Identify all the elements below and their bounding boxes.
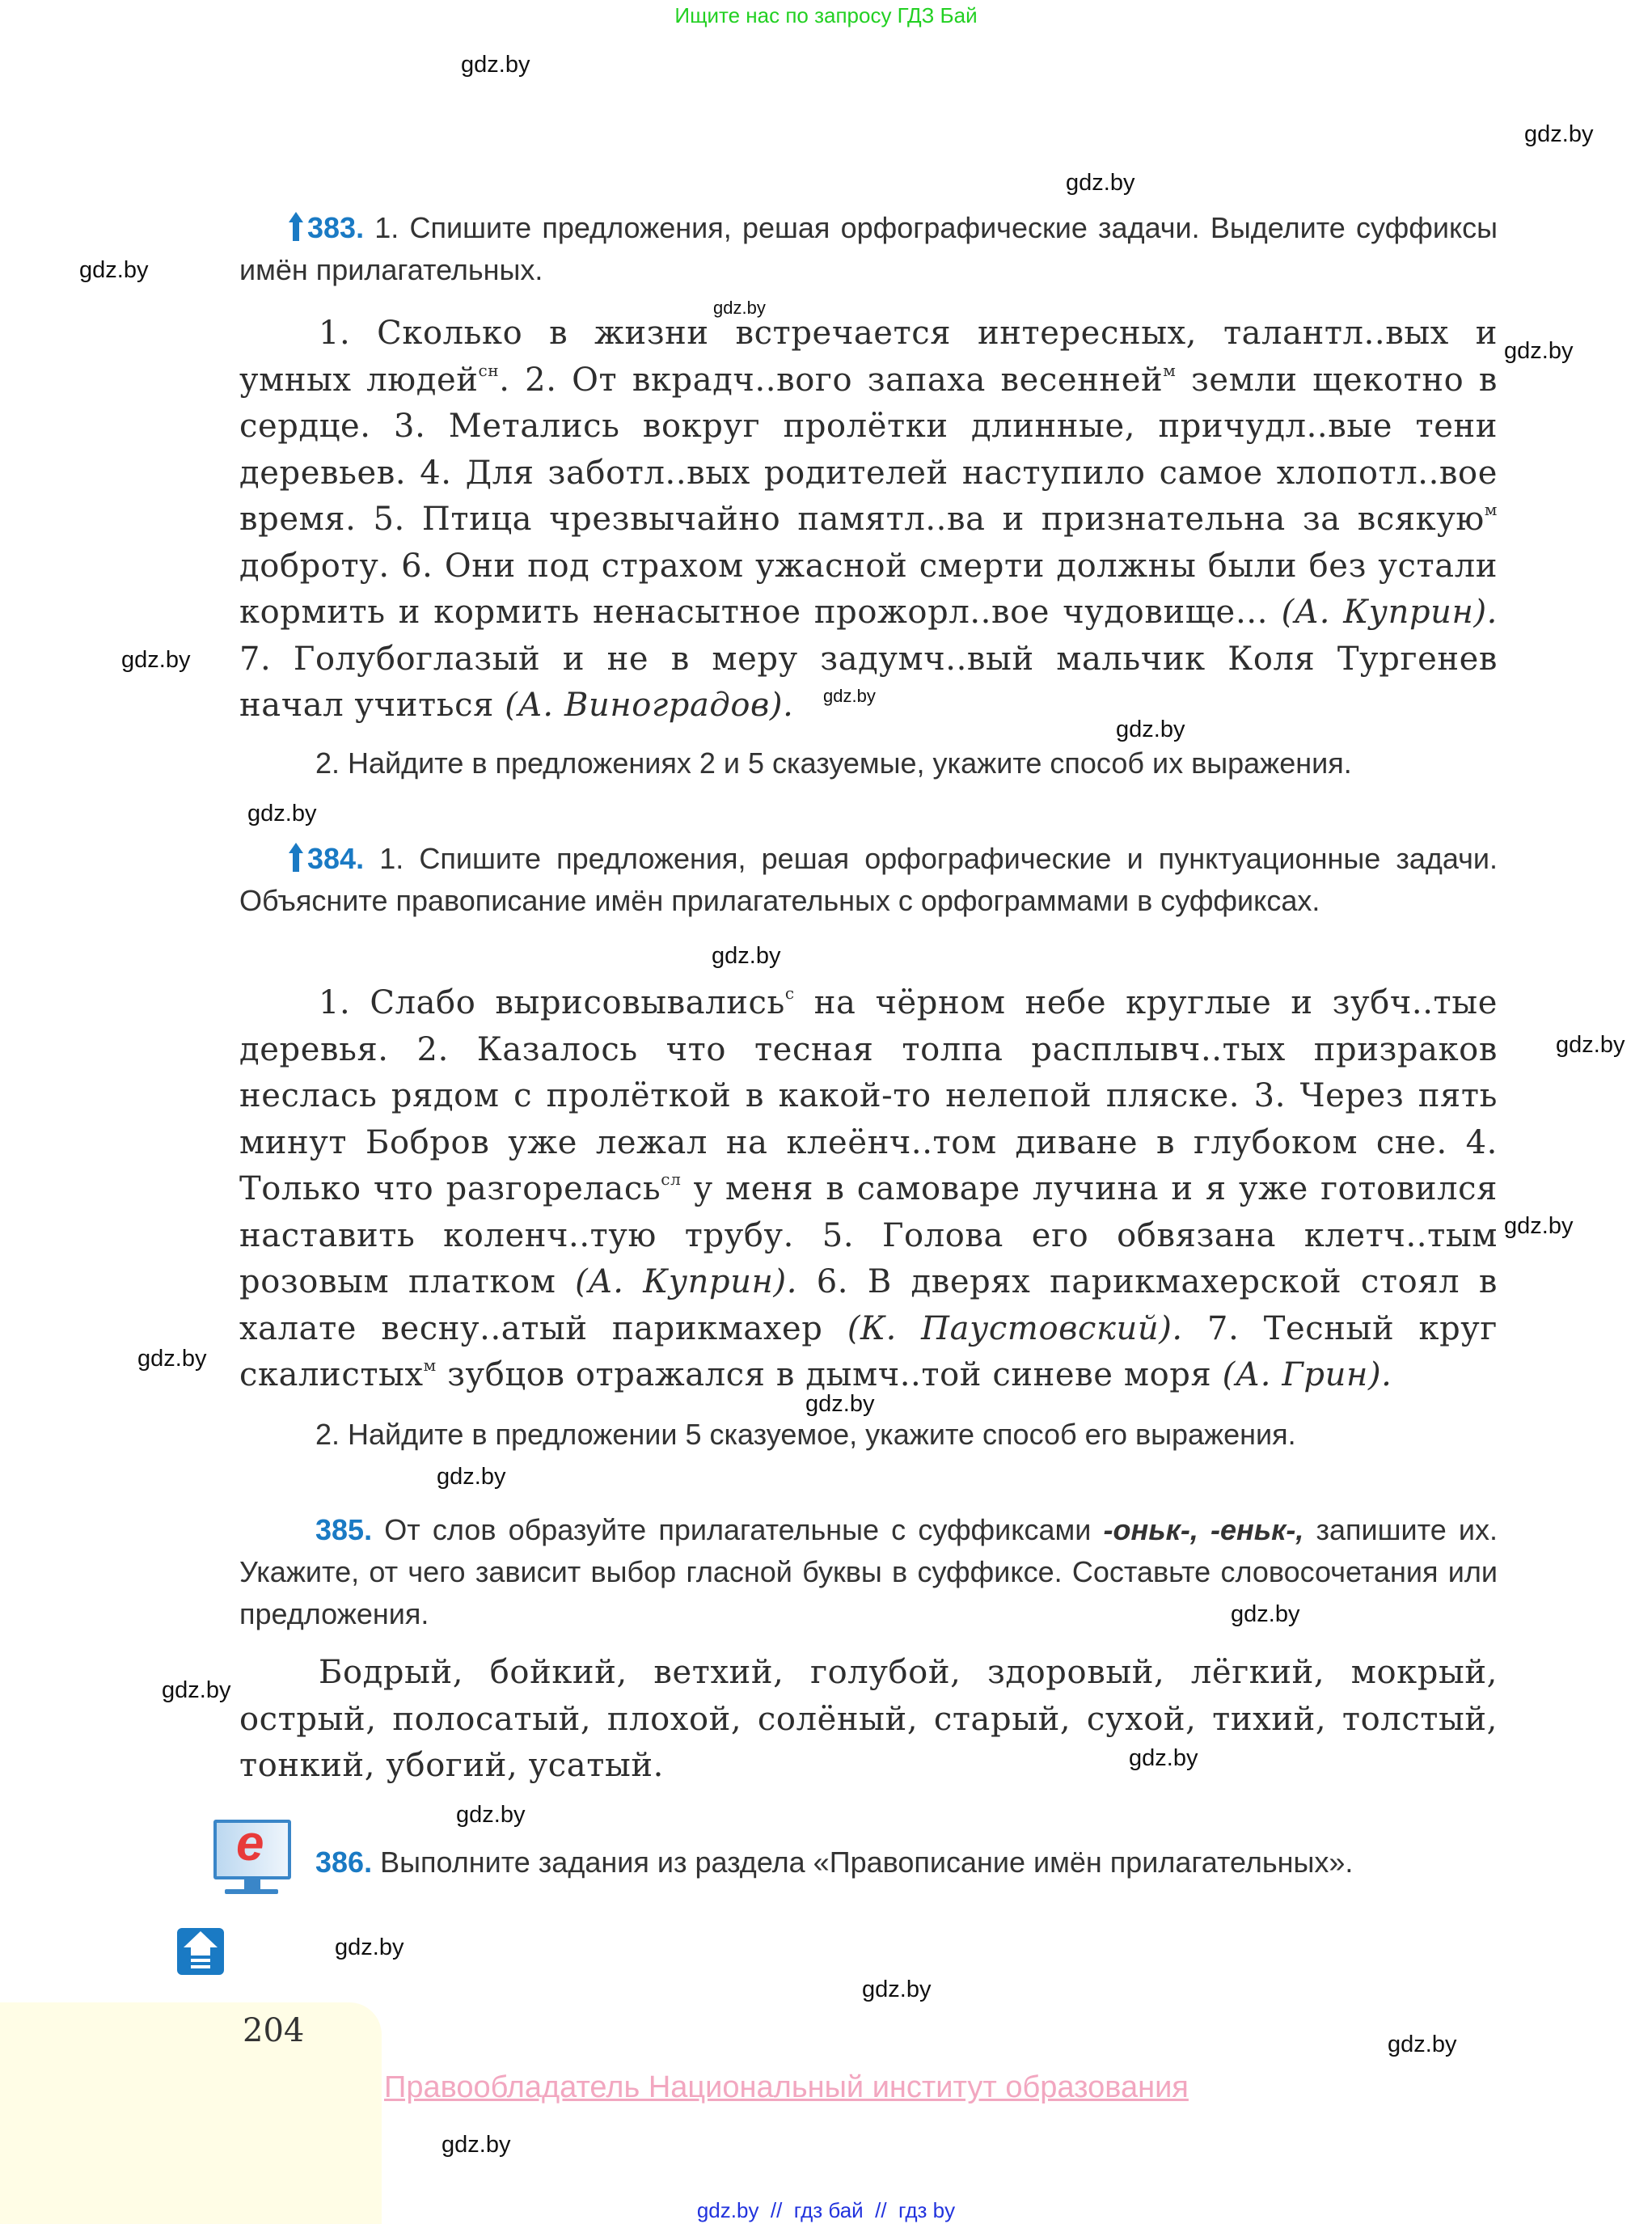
watermark: gdz.by	[1556, 1032, 1625, 1058]
top-banner: Ищите нас по запросу ГДЗ Бай	[674, 3, 978, 27]
watermark: gdz.by	[1524, 121, 1594, 147]
task-383-instruction: 383. 1. Спишите предложения, решая орфографические задачи. Выделите суффиксы имён прилагательных.	[239, 211, 1498, 286]
up-arrow-icon	[286, 212, 304, 241]
author: (А. Куприн).	[1281, 594, 1498, 631]
task-384-text: 1. Слабо вырисовывались$^с$ на чёрном небе круглые и зубч..тые деревья. 2. Казалось что тесная толпа расплывч..тых призраков неслась рядом с пролёткой в какой-то нелепой пляске. 3. Через пять минут Бобров уже лежал на клеёнч..том диване в глубоком сне. 4. Только что разгорелась$^{сл}$ у меня в самоваре лучина и я уже готовился наставить коленч..тую трубу. 5. Голова его обвязана клетч..тым розовым платком (А. Куприн). 6. В дверях парикмахерской стоял в халате весну..атый парикмахер (К. Паустовский). 7. Тесный круг скалистых$^м$ зубцов отражался в дымч..той синеве моря (А. Грин).	[239, 983, 1498, 1393]
task-385-words: Бодрый, бойкий, ветхий, голубой, здоровый, лёгкий, мокрый, острый, полосатый, плохой, солёный, старый, сухой, тихий, толстый, тонкий, убогий, усатый.	[239, 1654, 1498, 1784]
up-arrow-icon	[286, 843, 304, 872]
copyright-link[interactable]: Правообладатель Национальный институт образования	[384, 2070, 1189, 2104]
task-number: 386.	[315, 1846, 373, 1879]
watermark: gdz.by	[162, 1677, 231, 1703]
watermark: gdz.by	[1388, 2032, 1457, 2057]
page-number: 204	[243, 2012, 305, 2049]
watermark: gdz.by	[456, 1802, 526, 1828]
author: (К. Паустовский).	[847, 1309, 1183, 1347]
author: (А. Виноградов).	[505, 687, 794, 724]
footer-links[interactable]: gdz.by // гдз бай // гдз by	[696, 2198, 956, 2222]
watermark: gdz.by	[1116, 717, 1185, 742]
home-up-icon[interactable]	[177, 1928, 224, 1975]
watermark: gdz.by	[712, 943, 781, 969]
task-number: 383.	[307, 211, 365, 244]
task-383-question-2: 2. Найдите в предложениях 2 и 5 сказуемые, укажите способ их выражения.	[315, 746, 1352, 780]
task-number: 384.	[307, 842, 365, 875]
task-383-text: 1. Сколько в жизни встречается интересных, талантл..вых и умных людей$^{сн}$. 2. От вкрадч..вого запаха весенней$^м$ земли щекотно в сердце. 3. Метались вокруг пролётки длинные, причудл..вые тени деревьев. 4. Для заботл..вых родителей наступило самое хлопотл..вое время. 5. Птица чрезвычайно памятл..ва и признательна за всякую$^м$ доброту. 6. Они под страхом ужасной смерти должны были без устали кормить и кормить ненасытное прожорл..вое чудовище… (А. Куприн). 7. Голубоглазый и не в меру задумч..вый мальчик Коля Тургенев начал учиться (А. Виноградов).	[239, 315, 1498, 724]
watermark: gdz.by	[79, 257, 149, 283]
watermark: gdz.by	[335, 1934, 404, 1960]
task-384-question-2: 2. Найдите в предложении 5 сказуемое, укажите способ его выражения.	[315, 1418, 1296, 1451]
watermark: gdz.by	[862, 1977, 932, 2002]
suffixes: -оньк-, -еньк-,	[1103, 1513, 1304, 1546]
watermark: gdz.by	[137, 1346, 207, 1372]
watermark: gdz.by	[713, 298, 766, 318]
watermark: gdz.by	[1504, 338, 1574, 364]
watermark: gdz.by	[442, 2132, 511, 2158]
task-number: 385.	[315, 1513, 373, 1546]
watermark: gdz.by	[1504, 1213, 1574, 1239]
watermark: gdz.by	[823, 686, 876, 706]
watermark: gdz.by	[1066, 170, 1135, 196]
watermark: gdz.by	[1129, 1745, 1198, 1771]
task-384-instruction: 384. 1. Спишите предложения, решая орфографические и пунктуационные задачи. Объясните правописание имён прилагательных с орфограммами в суффиксах.	[239, 842, 1498, 917]
watermark: gdz.by	[805, 1391, 875, 1417]
watermark: gdz.by	[461, 52, 530, 78]
author: (А. Грин).	[1222, 1356, 1392, 1393]
watermark: gdz.by	[247, 801, 317, 827]
watermark: gdz.by	[121, 647, 191, 673]
watermark: gdz.by	[437, 1464, 506, 1490]
author: (А. Куприн).	[575, 1263, 798, 1300]
watermark: gdz.by	[1231, 1601, 1300, 1627]
computer-e-icon: e	[213, 1820, 291, 1897]
task-386-instruction: 386. Выполните задания из раздела «Правописание имён прилагательных».	[315, 1846, 1354, 1879]
page-number-box	[0, 2002, 382, 2224]
task-385-instruction: 385. От слов образуйте прилагательные с суффиксами -оньк-, -еньк-, запишите их. Укажите, от чего зависит выбор гласной буквы в суффиксе. Составьте словосочетания или предложения.	[239, 1513, 1498, 1630]
